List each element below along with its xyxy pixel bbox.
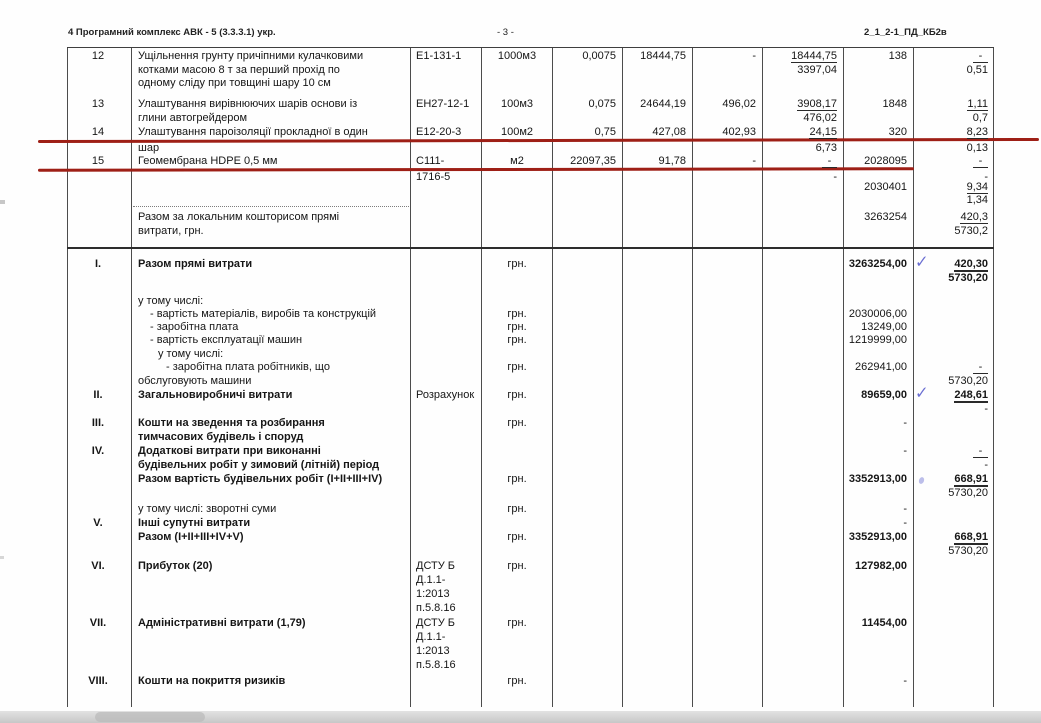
description-cell: - вартість матеріалів, виробів та конструкцій	[150, 308, 377, 320]
labor-cell: 9,34	[966, 181, 988, 193]
code-cell: 1:2013	[416, 588, 450, 600]
description-cell: Геомембрана HDPE 0,5 мм	[138, 155, 278, 167]
description-cell: Улаштування пароізоляції прокладної в один	[138, 126, 368, 138]
description-cell: Разом (I+II+III+IV+V)	[138, 531, 244, 543]
quantity-cell: 0,75	[594, 126, 616, 138]
labor-cell: 0,7	[972, 112, 988, 124]
code-cell: Е12-20-3	[416, 126, 462, 138]
total-cost-cell: 2030401	[864, 181, 907, 193]
labor-cell: 668,91	[954, 473, 988, 485]
labor-cell: 5730,20	[948, 487, 988, 499]
row-number-cell: 12	[91, 50, 105, 62]
cost-numerator-cell: 24,15	[809, 126, 837, 138]
description-cell: Ущільнення грунту причіпними кулачковими	[138, 50, 364, 62]
unit-cell: грн.	[507, 473, 527, 485]
unit-cell: грн.	[507, 531, 527, 543]
code-cell: ДСТУ Б	[416, 560, 456, 572]
description-cell: Адміністративні витрати (1,79)	[138, 617, 306, 629]
unit-cost-cell: 91,78	[658, 155, 686, 167]
unit-cell: грн.	[507, 334, 527, 346]
labor-cell: -	[917, 361, 988, 375]
code-cell: п.5.8.16	[416, 659, 456, 671]
description-cell: Улаштування вирівнюючих шарів основи із	[138, 98, 358, 110]
total-cost-cell: 127982,00	[855, 560, 907, 572]
cost-numerator-cell: -	[766, 155, 837, 169]
total-cost-cell: 1219999,00	[848, 334, 907, 346]
row-number-cell: VIII.	[88, 675, 108, 687]
unit-cell: грн.	[507, 258, 527, 270]
page-number: - 3 -	[497, 27, 514, 38]
code-cell: Д.1.1-	[416, 574, 446, 586]
cost-numerator-cell: 3908,17	[797, 98, 837, 110]
unit-cell: грн.	[507, 675, 527, 687]
total-cost-cell: -	[903, 503, 907, 515]
unit-cell: 1000м3	[497, 50, 537, 62]
description-cell: Кошти на покриття ризиків	[138, 675, 286, 687]
code-cell: ДСТУ Б	[416, 617, 456, 629]
unit-cell: грн.	[507, 389, 527, 401]
row-number-cell: VII.	[89, 617, 107, 629]
unit-cell: м2	[510, 155, 524, 167]
total-cost-cell: 3263254	[864, 211, 907, 223]
unit-cell: грн.	[507, 417, 527, 429]
total-cost-cell: 2030006,00	[848, 308, 907, 320]
description-cell: у тому числі: зворотні суми	[138, 503, 277, 515]
software-header-label: 4 Програмний комплекс АВК - 5 (3.3.3.1) укр.	[68, 27, 276, 38]
total-cost-cell: -	[903, 417, 907, 429]
description-cell: витрати, грн.	[138, 225, 204, 237]
row-number-cell: III.	[91, 417, 105, 429]
description-cell: Кошти на зведення та розбирання	[138, 417, 325, 429]
description-cell: у тому числі:	[158, 348, 224, 360]
unit-cell: 100м2	[500, 126, 534, 138]
row-number-cell: VI.	[91, 560, 105, 572]
total-cost-cell: 13249,00	[861, 321, 907, 333]
unit-cell: грн.	[507, 503, 527, 515]
description-cell: Разом вартість будівельних робіт (I+II+III+IV)	[138, 473, 383, 485]
labor-cell: -	[917, 445, 988, 459]
labor-cell: 5730,2	[954, 225, 988, 237]
labor-cell: 1,34	[966, 194, 988, 206]
code-cell: ЕН27-12-1	[416, 98, 470, 110]
code-cell: Е1-131-1	[416, 50, 462, 62]
total-cost-cell: 3263254,00	[848, 258, 907, 270]
total-cost-cell: 3352913,00	[848, 531, 907, 543]
labor-cell: 5730,20	[948, 375, 988, 387]
total-cost-cell: 320	[888, 126, 907, 138]
labor-cell: 1,11	[967, 98, 988, 110]
labor-cell: -	[984, 171, 988, 183]
unit-labor-cell: 496,02	[722, 98, 756, 110]
unit-cell: грн.	[507, 617, 527, 629]
labor-cell: -	[917, 155, 988, 169]
row-number-cell: V.	[93, 517, 103, 529]
unit-labor-cell: -	[752, 155, 756, 167]
row-number-cell: 15	[91, 155, 105, 167]
code-cell: Розрахунок	[416, 389, 475, 401]
total-cost-cell: 262941,00	[855, 361, 907, 373]
labor-cell: 668,91	[954, 531, 988, 543]
row-number-cell: 14	[91, 126, 105, 138]
description-cell: шар	[138, 142, 160, 154]
total-cost-cell: 11454,00	[861, 617, 907, 629]
total-cost-cell: -	[903, 445, 907, 457]
description-cell: - заробітна плата робітників, що	[166, 361, 330, 373]
row-number-cell: IV.	[91, 445, 105, 457]
cost-numerator-cell: 3397,04	[797, 64, 837, 76]
description-cell: у тому числі:	[138, 295, 204, 307]
labor-cell: 5730,20	[948, 272, 988, 284]
pen-checkmark-icon: ✓	[914, 253, 929, 272]
cost-numerator-cell: 6,73	[815, 142, 837, 154]
description-cell: Додаткові витрати при виконанні	[138, 445, 321, 457]
cost-numerator-cell: 476,02	[803, 112, 837, 124]
cost-numerator-cell: 18444,75	[791, 50, 837, 62]
total-cost-cell: -	[903, 675, 907, 687]
labor-cell: -	[917, 50, 988, 64]
code-cell: 1:2013	[416, 645, 450, 657]
row-number-cell: II.	[93, 389, 103, 401]
description-cell: одному сліду при товщині шару 10 см	[138, 77, 331, 89]
labor-cell: 0,51	[966, 64, 988, 76]
labor-cell: 5730,20	[948, 545, 988, 557]
labor-cell: 420,30	[954, 258, 988, 270]
labor-cell: 0,13	[966, 142, 988, 154]
unit-cost-cell: 24644,19	[640, 98, 686, 110]
quantity-cell: 0,075	[588, 98, 616, 110]
total-cost-cell: 138	[888, 50, 907, 62]
description-cell: - заробітна плата	[150, 321, 239, 333]
total-cost-cell: -	[903, 517, 907, 529]
labor-cell: 420,3	[960, 211, 988, 223]
description-cell: тимчасових будівель і споруд	[138, 431, 304, 443]
quantity-cell: 22097,35	[570, 155, 616, 167]
description-cell: - вартість експлуатації машин	[150, 334, 303, 346]
unit-cost-cell: 427,08	[652, 126, 686, 138]
description-cell: Разом прямі витрати	[138, 258, 253, 270]
code-cell: Д.1.1-	[416, 631, 446, 643]
code-cell: 1716-5	[416, 171, 451, 183]
labor-cell: -	[984, 403, 988, 415]
unit-cell: грн.	[507, 321, 527, 333]
cost-numerator-cell: -	[833, 171, 837, 183]
quantity-cell: 0,0075	[582, 50, 616, 62]
labor-cell: 248,61	[954, 389, 988, 401]
labor-cell: 8,23	[966, 126, 988, 138]
unit-cost-cell: 18444,75	[640, 50, 686, 62]
description-cell: глини автогрейдером	[138, 112, 248, 124]
total-cost-cell: 3352913,00	[848, 473, 907, 485]
description-cell: котками масою 8 т за перший прохід по	[138, 64, 340, 76]
total-cost-cell: 1848	[882, 98, 907, 110]
code-cell: С111-	[416, 155, 445, 167]
unit-labor-cell: 402,93	[722, 126, 756, 138]
description-cell: Інші супутні витрати	[138, 517, 251, 529]
description-cell: Прибуток (20)	[138, 560, 213, 572]
description-cell: будівельних робіт у зимовий (літній) період	[138, 459, 380, 471]
document-code: 2_1_2-1_ПД_КБ2в	[864, 27, 947, 38]
total-cost-cell: 2028095	[864, 155, 907, 167]
row-number-cell: I.	[94, 258, 102, 270]
total-cost-cell: 89659,00	[861, 389, 907, 401]
description-cell: Разом за локальним кошторисом прямі	[138, 211, 340, 223]
pen-checkmark-icon: ✓	[914, 384, 929, 403]
unit-cell: грн.	[507, 308, 527, 320]
unit-labor-cell: -	[752, 50, 756, 62]
unit-cell: грн.	[507, 560, 527, 572]
code-cell: п.5.8.16	[416, 602, 456, 614]
labor-cell: -	[984, 459, 988, 471]
unit-cell: 100м3	[500, 98, 534, 110]
row-number-cell: 13	[91, 98, 105, 110]
description-cell: обслуговують машини	[138, 375, 252, 387]
description-cell: Загальновиробничі витрати	[138, 389, 293, 401]
unit-cell: грн.	[507, 361, 527, 373]
